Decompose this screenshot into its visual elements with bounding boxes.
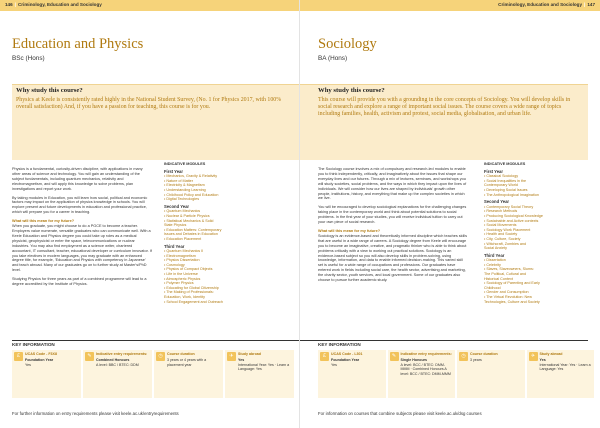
module-item: • Childhood Policy and Education — [164, 192, 219, 197]
right-body-paragraph: The Sociology course involves a mix of compulsory and research-led modules to enable you to think independently, critically, and imaginatively about the issues that shape our everyday lives and our futures. Through a mix of lectures, seminars, and workshops you will study societies, social problems, and the ways in which they impact upon the lives of individuals. We will consider how our lives are shaped by individuals' growth other people, institutions, history, and everything that make up the complex societies in which we live. — [318, 167, 467, 201]
right-footer-note: For information on courses that combine subjects please visit keele.ac.uk/dsg courses — [318, 411, 482, 416]
module-item: • Educating for Global Citizenship — [164, 285, 219, 290]
key-info-label: Indicative entry requirements: — [400, 352, 452, 356]
module-item: The Political, Cultural and — [484, 272, 527, 277]
left-body-paragraph: Physics is a fundamental, curiosity-driven discipline, with applications in many other areas of science and technology. You will gain an understanding of the subject fundamentals, including quantum mechanics, relativity and electromagnetism, and will apply this knowledge to solve problems, plan investigations and report your work. — [12, 167, 143, 191]
module-item: • Developing Social Issues — [484, 187, 528, 192]
module-item: • Social Inequalities in the — [484, 178, 527, 183]
key-info-subheading: Yes — [539, 358, 546, 363]
module-item: • Quantum Mechanics — [164, 209, 201, 214]
key-info-label: Course duration — [167, 352, 195, 356]
right-indicative-modules — [484, 162, 594, 304]
module-item: • Research Methods — [484, 209, 518, 214]
module-item: • The Making of Professionals: — [164, 290, 214, 295]
left-key-info-row — [12, 350, 294, 398]
right-future-heading: What will this mean for my future? — [318, 228, 381, 233]
key-info-cell — [12, 350, 81, 398]
module-item: • Quantum Mechanics II — [164, 249, 204, 254]
module-item: • Electricity & Magnetism — [164, 183, 205, 188]
module-year-heading: First Year — [164, 168, 184, 174]
left-header-text: 146 | Criminology, Education and Sociology — [5, 2, 102, 7]
module-item: • Digital Technologies — [164, 197, 200, 202]
left-body-text — [12, 167, 152, 291]
right-page — [300, 0, 600, 428]
left-course-award: BSc (Hons) — [12, 55, 45, 62]
key-info-icon: ✈ — [529, 352, 538, 361]
key-info-subheading: Foundation Year — [331, 358, 360, 363]
key-info-subheading: Foundation Year — [25, 358, 54, 363]
right-header-bar — [300, 0, 600, 11]
key-info-subheading: Yes — [238, 358, 245, 363]
module-year-heading: Second Year — [164, 203, 190, 209]
module-item: • Nature of Matter — [164, 178, 193, 183]
key-info-label: Course duration — [470, 352, 498, 356]
module-item: Education, Work, Identity — [164, 295, 205, 300]
key-info-value: International Year: Yes · Learn a Language: Yes — [539, 362, 591, 372]
module-item: • Life in the Universe — [164, 272, 198, 277]
key-info-value: International Year: Yes · Learn a Language: Yes — [238, 362, 290, 372]
module-item: • Statistical Mechanics & Solid — [164, 218, 214, 223]
module-item: • Celebrity — [484, 262, 501, 267]
key-info-cell — [388, 350, 456, 398]
left-section-name: Criminology, Education and Sociology — [17, 2, 102, 7]
right-why-study-box — [300, 84, 588, 160]
module-item: • Classical Sociology — [484, 174, 519, 179]
module-item: • City, Culture, Society — [484, 236, 521, 241]
right-modules-title: INDICATIVE MODULES — [484, 162, 526, 166]
left-body-paragraph: By taking modules in Education, you will learn how social, political and economic factors may impact on the application of physics knowledge in schools. You will explore present and future developments in education and professional practice, which will prepare you for a career in teaching. — [12, 195, 148, 215]
key-info-icon: ✈ — [227, 352, 236, 361]
module-item: Childhood — [484, 285, 501, 290]
module-item: • Sociology Work Placement — [484, 227, 531, 232]
right-page-number: 147 — [587, 2, 595, 7]
module-item: • Gender and Consumption — [484, 290, 529, 295]
left-header-bar — [0, 0, 300, 11]
key-info-value: 3 years — [470, 358, 482, 363]
key-info-label: UCAS Code - L301 — [331, 352, 363, 356]
key-info-value: A level: BBC / BTEC: DDM — [96, 362, 139, 367]
module-item: • Cosmology — [164, 262, 185, 267]
module-item: • Sustainable and Active contexts — [484, 218, 539, 223]
left-future-text: When you graduate, you might choose to do a PGCE to become a teacher. Employers value numerate, versatile graduates who can communicate well. With a Keele Education and Physics degree you could take up roles as a medical physicist, geophysicist or enter the space, telecommunications or nuclear industries. You may also find employment as a science writer, chartered accountant, IT consultant, teacher, educational developer or curriculum innovator. If you take electives in modern languages, you may graduate with an enhanced degree title, for example, 'Education and Physics with competency in Japanese' and teach abroad. Many of our graduates go on to further study at Master's/PhD level. — [12, 224, 152, 273]
key-info-icon: ◷ — [459, 352, 468, 361]
module-item: • Education Matters: Contemporary — [164, 227, 222, 232]
module-item: • Understanding Learning — [164, 187, 206, 192]
key-info-label: UCAS Code - F3X8 — [25, 352, 57, 356]
left-combined-text: Studying Physics for three years as part of a combined programme will lead to a degree accredited by the Institute of Physics. — [12, 277, 147, 287]
right-course-award: BA (Hons) — [318, 55, 348, 62]
right-section-name: Criminology, Education and Sociology — [498, 2, 583, 7]
module-year-heading: Second Year — [484, 199, 510, 205]
key-info-value: Yes — [25, 362, 31, 367]
module-item: Historical Context — [484, 276, 513, 281]
module-item: Technologies, Culture and Society — [484, 299, 540, 304]
key-info-cell — [225, 350, 294, 398]
module-item: Social Anxiety — [484, 246, 507, 251]
right-course-title: Sociology — [318, 36, 377, 52]
right-why-title: Why study this course? — [318, 87, 385, 94]
right-body-text — [318, 167, 468, 287]
key-info-icon: £ — [14, 352, 23, 361]
key-info-icon: £ — [320, 352, 329, 361]
right-future-text: Sociology is an evidence-based and theoretically informed discipline which teaches skills that are useful in a wide range of careers. A Sociology degree from Keele will encourage you to become an imaginative, creative, and pragmatic thinker who is able to think about problems critically with a view to working out practical solutions. Sociology is an evidence-based subject so you will also develop skills in problem-solving, using knowledge, information, and data to enable informed decision-making. This varied skill set is useful for a wide range of occupations and professions. Our graduates have entered work in fields including social care, the health sector, advertising and marketing, the charity sector, youth services, and local government. Some of our graduates also choose to pursue further academic study. — [318, 233, 468, 283]
left-page-number: 146 — [5, 2, 13, 7]
key-info-cell — [457, 350, 525, 398]
module-item: • Electromagnetism — [164, 253, 196, 258]
key-info-cell — [154, 350, 223, 398]
key-info-icon: ✎ — [390, 352, 399, 361]
key-info-label: Indicative entry requirements: — [96, 352, 148, 356]
left-modules-title: INDICATIVE MODULES — [164, 162, 206, 166]
module-item: • Physics of Compact Objects — [164, 267, 213, 272]
key-info-value: 3 years or 4 years with a placement year — [167, 358, 207, 367]
module-item: • Witchcraft, Zombies and — [484, 241, 527, 246]
module-item: • The Virtual Revolution: New — [484, 295, 532, 300]
key-info-label: Study abroad — [238, 352, 261, 356]
left-why-text: Physics at Keele is consistently rated highly in the National Student Survey, (No. 1 for Physics 2017, with 100% overall satisfaction) And, if you have a passion for teaching, this course is for you. — [16, 97, 282, 111]
key-info-cell — [83, 350, 152, 398]
right-why-text: This course will provide you with a grounding in the core concepts of Sociology. You will develop skills in social research and explore a range of important social issues. The course covers a wide range of topics including families, health, activism and protest, social media, globalisation, and urban life. — [318, 97, 571, 118]
module-item: • Mechanics, Gravity & Relativity — [164, 174, 218, 179]
left-key-info-title: KEY INFORMATION — [12, 342, 55, 347]
left-why-title: Why study this course? — [16, 87, 83, 94]
right-header-text: Criminology, Education and Sociology | 147 — [498, 2, 595, 7]
key-info-cell — [527, 350, 595, 398]
module-item: • Social Movements — [484, 223, 517, 228]
module-item: • Atmospheric Physics — [164, 276, 201, 281]
module-item: Contemporary World — [484, 183, 518, 188]
key-info-subheading: Single Honours — [400, 358, 428, 363]
right-modules-years — [484, 170, 594, 305]
left-footer-note: For further information on entry requirements please visit keele.ac.uk/entryrequirements — [12, 411, 179, 416]
left-future-heading: What will this mean for my future? — [12, 219, 75, 224]
left-course-title: Education and Physics — [12, 36, 144, 52]
key-info-value: Yes — [331, 362, 337, 367]
key-info-icon: ✎ — [85, 352, 94, 361]
left-divider — [12, 340, 300, 341]
module-item: • Health and Society — [484, 232, 518, 237]
module-year-heading: First Year — [484, 168, 504, 174]
module-item: • Nuclear & Particle Physics — [164, 213, 210, 218]
module-year-heading: Third Year — [484, 252, 505, 258]
module-item: State Physics — [164, 223, 187, 228]
module-item: • Contemporary Social Theory — [484, 204, 534, 209]
module-item: • Sociology of Parenting and Early — [484, 281, 540, 286]
left-why-study-box — [12, 84, 300, 160]
right-body-paragraph: You will be encouraged to develop sociological explanations for the challenging changes taking place in the contemporary world and think about potential solutions to social problems. In the first year of your studies, you will receive individual tuition to carry out your own piece of social research. — [318, 205, 467, 225]
right-key-info-title: KEY INFORMATION — [318, 342, 361, 347]
right-divider — [300, 340, 588, 341]
module-item: • Education Placement — [164, 236, 202, 241]
key-info-label: Study abroad — [539, 352, 563, 356]
key-info-value: A level: BCC / BTEC: DMM-MMM · Combined Honours A level: BCC / BTEC: DMM-MMM — [400, 362, 451, 376]
module-item: • The Anthropological Imagination — [484, 192, 539, 197]
module-item: • Dissertation — [484, 258, 506, 263]
left-modules-years — [164, 170, 274, 305]
module-item: • Physics Dissertation — [164, 258, 200, 263]
module-item: • Slaves, Slaveowners, Slums: — [484, 267, 534, 272]
module-year-heading: Third Year — [164, 243, 185, 249]
key-info-cell — [318, 350, 386, 398]
module-item: • Polymer Physics — [164, 281, 194, 286]
key-info-subheading: Combined Honours — [96, 358, 130, 363]
left-indicative-modules — [164, 162, 274, 304]
right-key-info-row — [318, 350, 594, 398]
key-info-icon: ◷ — [156, 352, 165, 361]
module-item: • School Engagement and Outreach — [164, 299, 223, 304]
module-item: Issues and Debates in Education — [164, 232, 218, 237]
module-item: • Producing Sociological Knowledge — [484, 213, 543, 218]
